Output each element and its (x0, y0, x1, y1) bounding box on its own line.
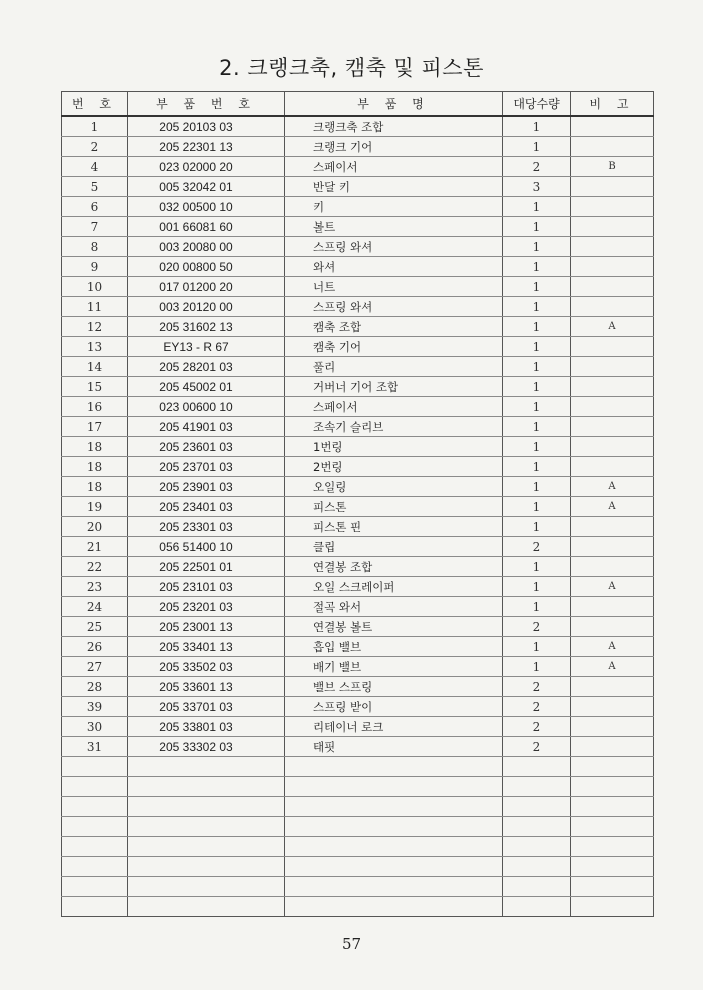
cell-part-no: 003 20080 00 (128, 237, 285, 257)
cell-part-name: 키 (285, 197, 503, 217)
empty-cell (62, 897, 128, 917)
table-row (62, 497, 654, 517)
cell-part-no: 205 22501 01 (128, 557, 285, 577)
cell-qty: 1 (503, 277, 571, 297)
cell-part-name: 오일링 (285, 477, 503, 497)
cell-no: 12 (62, 317, 128, 337)
empty-cell (503, 757, 571, 777)
table-row (62, 457, 654, 477)
empty-row (62, 797, 654, 817)
cell-no: 27 (62, 657, 128, 677)
cell-remark (571, 116, 654, 137)
cell-no: 5 (62, 177, 128, 197)
cell-no: 11 (62, 297, 128, 317)
table-row (62, 377, 654, 397)
empty-row (62, 897, 654, 917)
cell-remark (571, 277, 654, 297)
header-no: 번 호 (62, 92, 128, 117)
table-row (62, 397, 654, 417)
cell-part-name: 풀리 (285, 357, 503, 377)
table-row (62, 357, 654, 377)
cell-part-name: 클립 (285, 537, 503, 557)
cell-remark: A (571, 637, 654, 657)
empty-cell (503, 897, 571, 917)
cell-no: 18 (62, 477, 128, 497)
cell-remark (571, 677, 654, 697)
cell-part-no: 205 20103 03 (128, 116, 285, 137)
cell-part-name: 크랭크축 조합 (285, 116, 503, 137)
empty-cell (285, 837, 503, 857)
table-row (62, 437, 654, 457)
empty-cell (503, 857, 571, 877)
empty-cell (571, 817, 654, 837)
cell-no: 13 (62, 337, 128, 357)
cell-qty: 1 (503, 457, 571, 477)
cell-part-name: 절곡 와서 (285, 597, 503, 617)
table-row (62, 537, 654, 557)
cell-no: 20 (62, 517, 128, 537)
cell-qty: 2 (503, 617, 571, 637)
table-row (62, 737, 654, 757)
cell-part-no: 205 23701 03 (128, 457, 285, 477)
table-row (62, 697, 654, 717)
cell-part-name: 캠축 기어 (285, 337, 503, 357)
cell-part-no: 056 51400 10 (128, 537, 285, 557)
empty-cell (128, 797, 285, 817)
cell-qty: 2 (503, 737, 571, 757)
cell-part-no: 023 02000 20 (128, 157, 285, 177)
empty-cell (285, 897, 503, 917)
cell-qty: 1 (503, 637, 571, 657)
cell-no: 1 (62, 116, 128, 137)
cell-qty: 1 (503, 116, 571, 137)
empty-cell (62, 777, 128, 797)
cell-no: 22 (62, 557, 128, 577)
cell-part-no: 001 66081 60 (128, 217, 285, 237)
cell-no: 15 (62, 377, 128, 397)
cell-part-name: 연결봉 조합 (285, 557, 503, 577)
table-row (62, 597, 654, 617)
cell-part-name: 조속기 슬리브 (285, 417, 503, 437)
cell-remark (571, 697, 654, 717)
empty-row (62, 817, 654, 837)
table-row (62, 417, 654, 437)
empty-cell (285, 877, 503, 897)
cell-part-name: 흡입 밸브 (285, 637, 503, 657)
empty-cell (285, 817, 503, 837)
cell-part-name: 거버너 기어 조합 (285, 377, 503, 397)
empty-cell (571, 897, 654, 917)
cell-remark (571, 337, 654, 357)
cell-part-name: 밸브 스프링 (285, 677, 503, 697)
table-row (62, 517, 654, 537)
cell-part-no: 205 23601 03 (128, 437, 285, 457)
cell-part-no: 205 33502 03 (128, 657, 285, 677)
cell-no: 28 (62, 677, 128, 697)
cell-qty: 1 (503, 437, 571, 457)
cell-remark (571, 137, 654, 157)
cell-no: 26 (62, 637, 128, 657)
cell-qty: 2 (503, 717, 571, 737)
cell-part-name: 캠축 조합 (285, 317, 503, 337)
empty-cell (62, 837, 128, 857)
cell-part-no: EY13 - R 67 (128, 337, 285, 357)
cell-part-name: 스페이서 (285, 157, 503, 177)
empty-cell (62, 877, 128, 897)
table-row (62, 637, 654, 657)
empty-cell (128, 857, 285, 877)
cell-no: 8 (62, 237, 128, 257)
cell-qty: 3 (503, 177, 571, 197)
cell-no: 39 (62, 697, 128, 717)
empty-cell (571, 857, 654, 877)
empty-cell (571, 797, 654, 817)
cell-qty: 1 (503, 197, 571, 217)
table-row (62, 337, 654, 357)
table-row (62, 577, 654, 597)
cell-part-name: 스프링 와셔 (285, 297, 503, 317)
header-part-no: 부 품 번 호 (128, 92, 285, 117)
cell-remark (571, 217, 654, 237)
cell-no: 17 (62, 417, 128, 437)
cell-no: 25 (62, 617, 128, 637)
cell-no: 31 (62, 737, 128, 757)
cell-remark (571, 377, 654, 397)
empty-cell (503, 837, 571, 857)
cell-no: 23 (62, 577, 128, 597)
empty-cell (62, 857, 128, 877)
empty-cell (62, 757, 128, 777)
empty-cell (128, 777, 285, 797)
cell-qty: 1 (503, 597, 571, 617)
header-part-name: 부 품 명 (285, 92, 503, 117)
empty-row (62, 777, 654, 797)
cell-part-name: 볼트 (285, 217, 503, 237)
cell-qty: 1 (503, 557, 571, 577)
empty-cell (62, 817, 128, 837)
cell-part-no: 003 20120 00 (128, 297, 285, 317)
table-row (62, 557, 654, 577)
cell-part-no: 205 23001 13 (128, 617, 285, 637)
cell-remark (571, 257, 654, 277)
cell-part-name: 피스톤 핀 (285, 517, 503, 537)
cell-remark (571, 437, 654, 457)
cell-qty: 1 (503, 337, 571, 357)
cell-part-name: 스프링 와셔 (285, 237, 503, 257)
cell-part-no: 205 28201 03 (128, 357, 285, 377)
cell-part-name: 리테이너 로크 (285, 717, 503, 737)
cell-no: 10 (62, 277, 128, 297)
cell-remark (571, 237, 654, 257)
cell-part-name: 와셔 (285, 257, 503, 277)
cell-part-name: 1번링 (285, 437, 503, 457)
cell-remark (571, 397, 654, 417)
cell-qty: 2 (503, 157, 571, 177)
cell-qty: 2 (503, 697, 571, 717)
cell-remark (571, 517, 654, 537)
cell-remark: B (571, 157, 654, 177)
table-row (62, 317, 654, 337)
cell-remark (571, 557, 654, 577)
cell-qty: 1 (503, 237, 571, 257)
table-row (62, 257, 654, 277)
cell-qty: 2 (503, 537, 571, 557)
cell-no: 30 (62, 717, 128, 737)
cell-no: 18 (62, 457, 128, 477)
cell-part-no: 205 23101 03 (128, 577, 285, 597)
table-row (62, 277, 654, 297)
empty-cell (503, 797, 571, 817)
cell-part-name: 크랭크 기어 (285, 137, 503, 157)
table-row (62, 157, 654, 177)
header-qty: 대당수량 (503, 92, 571, 117)
page-number: 57 (341, 935, 362, 953)
cell-remark: A (571, 477, 654, 497)
cell-qty: 1 (503, 477, 571, 497)
cell-part-name: 태핏 (285, 737, 503, 757)
parts-body (62, 116, 654, 917)
table-row (62, 137, 654, 157)
cell-part-no: 205 22301 13 (128, 137, 285, 157)
cell-remark (571, 597, 654, 617)
cell-part-no: 205 33801 03 (128, 717, 285, 737)
empty-cell (128, 757, 285, 777)
cell-remark (571, 737, 654, 757)
empty-cell (503, 817, 571, 837)
cell-remark (571, 197, 654, 217)
empty-cell (503, 877, 571, 897)
cell-qty: 1 (503, 497, 571, 517)
cell-no: 9 (62, 257, 128, 277)
cell-remark (571, 417, 654, 437)
empty-cell (285, 797, 503, 817)
cell-part-name: 연결봉 볼트 (285, 617, 503, 637)
cell-no: 4 (62, 157, 128, 177)
empty-cell (128, 837, 285, 857)
empty-row (62, 857, 654, 877)
empty-cell (128, 817, 285, 837)
empty-cell (285, 777, 503, 797)
cell-part-no: 205 33302 03 (128, 737, 285, 757)
cell-qty: 1 (503, 297, 571, 317)
table-row (62, 717, 654, 737)
cell-part-name: 오일 스크레이퍼 (285, 577, 503, 597)
empty-cell (571, 757, 654, 777)
cell-qty: 1 (503, 357, 571, 377)
cell-part-no: 020 00800 50 (128, 257, 285, 277)
cell-remark: A (571, 497, 654, 517)
table-row (62, 197, 654, 217)
cell-part-no: 032 00500 10 (128, 197, 285, 217)
cell-no: 14 (62, 357, 128, 377)
cell-qty: 1 (503, 417, 571, 437)
empty-cell (62, 797, 128, 817)
cell-no: 21 (62, 537, 128, 557)
cell-part-name: 너트 (285, 277, 503, 297)
table-row (62, 657, 654, 677)
cell-qty: 2 (503, 677, 571, 697)
table-row (62, 297, 654, 317)
cell-part-no: 205 33701 03 (128, 697, 285, 717)
cell-part-no: 023 00600 10 (128, 397, 285, 417)
empty-cell (128, 897, 285, 917)
cell-qty: 1 (503, 317, 571, 337)
empty-cell (128, 877, 285, 897)
empty-cell (285, 857, 503, 877)
cell-qty: 1 (503, 577, 571, 597)
empty-row (62, 837, 654, 857)
parts-table (61, 91, 654, 917)
cell-no: 16 (62, 397, 128, 417)
cell-remark: A (571, 577, 654, 597)
cell-remark (571, 537, 654, 557)
cell-part-no: 205 33601 13 (128, 677, 285, 697)
cell-part-no: 205 23901 03 (128, 477, 285, 497)
cell-part-name: 2번링 (285, 457, 503, 477)
empty-cell (285, 757, 503, 777)
cell-remark (571, 717, 654, 737)
cell-qty: 1 (503, 137, 571, 157)
empty-row (62, 877, 654, 897)
cell-remark (571, 177, 654, 197)
cell-qty: 1 (503, 517, 571, 537)
cell-no: 19 (62, 497, 128, 517)
empty-cell (503, 777, 571, 797)
cell-part-no: 205 23401 03 (128, 497, 285, 517)
cell-part-no: 205 33401 13 (128, 637, 285, 657)
cell-part-no: 205 23201 03 (128, 597, 285, 617)
cell-qty: 1 (503, 657, 571, 677)
empty-cell (571, 777, 654, 797)
cell-no: 2 (62, 137, 128, 157)
cell-part-name: 반달 키 (285, 177, 503, 197)
cell-part-no: 205 31602 13 (128, 317, 285, 337)
cell-qty: 1 (503, 377, 571, 397)
table-row (62, 177, 654, 197)
cell-part-no: 205 23301 03 (128, 517, 285, 537)
empty-cell (571, 877, 654, 897)
page-title: 2. 크랭크축, 캠축 및 피스톤 (219, 56, 484, 80)
table-row (62, 116, 654, 137)
cell-remark (571, 357, 654, 377)
table-row (62, 477, 654, 497)
cell-remark: A (571, 317, 654, 337)
cell-no: 24 (62, 597, 128, 617)
cell-part-name: 스프링 받이 (285, 697, 503, 717)
cell-remark: A (571, 657, 654, 677)
cell-qty: 1 (503, 257, 571, 277)
cell-part-no: 017 01200 20 (128, 277, 285, 297)
header-remark: 비 고 (571, 92, 654, 117)
table-row (62, 617, 654, 637)
cell-no: 7 (62, 217, 128, 237)
cell-part-no: 205 45002 01 (128, 377, 285, 397)
cell-part-name: 배기 밸브 (285, 657, 503, 677)
table-row (62, 677, 654, 697)
table-header-row (62, 92, 654, 117)
table-row (62, 237, 654, 257)
cell-part-name: 피스톤 (285, 497, 503, 517)
cell-remark (571, 617, 654, 637)
cell-part-no: 205 41901 03 (128, 417, 285, 437)
cell-qty: 1 (503, 217, 571, 237)
table-row (62, 217, 654, 237)
cell-qty: 1 (503, 397, 571, 417)
cell-no: 18 (62, 437, 128, 457)
cell-part-name: 스페이서 (285, 397, 503, 417)
cell-remark (571, 297, 654, 317)
cell-no: 6 (62, 197, 128, 217)
cell-remark (571, 457, 654, 477)
empty-row (62, 757, 654, 777)
empty-cell (571, 837, 654, 857)
cell-part-no: 005 32042 01 (128, 177, 285, 197)
